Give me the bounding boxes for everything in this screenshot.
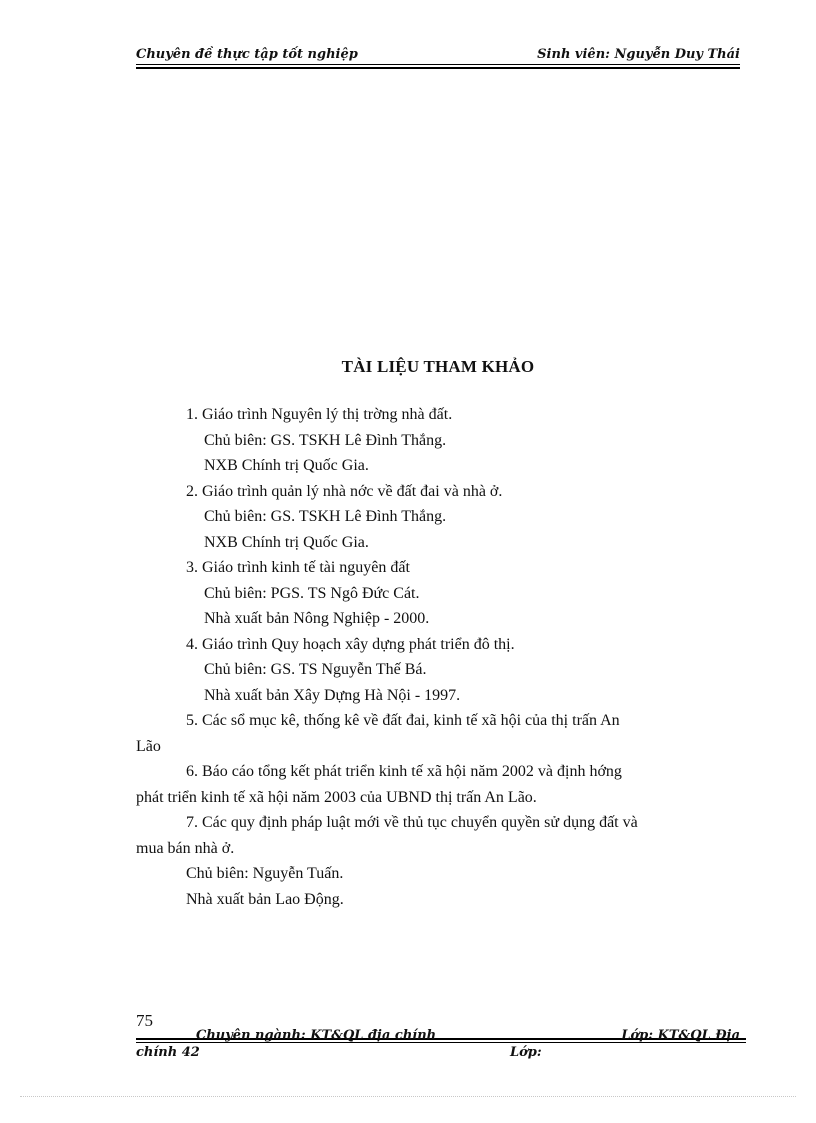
footer-class-text: Lớp: KT&QL Địa — [621, 1028, 740, 1043]
ref-1-publisher: NXB Chính trị Quốc Gia. — [204, 457, 369, 474]
header-right-text: Sinh viên: Nguyễn Duy Thái — [537, 47, 740, 62]
ref-4-publisher: Nhà xuất bản Xây Dựng Hà Nội - 1997. — [204, 686, 461, 704]
ref-4-editor: Chủ biên: GS. TS Nguyễn Thế Bá. — [204, 661, 427, 678]
page-header — [136, 47, 740, 69]
ref-7-editor: Chủ biên: Nguyễn Tuấn. — [186, 865, 344, 882]
ref-5-line1: 5. Các sổ mục kê, thống kê về đất đai, kinh tế xã hội của thị trấn An — [186, 712, 620, 729]
page-title: TÀI LIỆU THAM KHẢO — [341, 357, 535, 376]
ref-6-line1: 6. Báo cáo tổng kết phát triển kinh tế xã hội năm 2002 và định hớng — [186, 763, 622, 780]
header-rule-thick — [136, 67, 740, 69]
ref-4-title: 4. Giáo trình Quy hoạch xây dựng phát triển đô thị. — [186, 635, 515, 653]
ref-7-publisher: Nhà xuất bản Lao Động. — [186, 890, 344, 908]
reference-list — [136, 402, 740, 912]
header-left-text: Chuyên đề thực tập tốt nghiệp — [136, 47, 358, 62]
ref-1-title: 1. Giáo trình Nguyên lý thị trờng nhà đất. — [186, 406, 453, 423]
footer-major-text: Chuyên ngành: KT&QL địa chính — [196, 1028, 437, 1043]
ref-3-title: 3. Giáo trình kinh tế tài nguyên đất — [186, 559, 410, 576]
page-bottom-border — [20, 1096, 796, 1097]
page-number: 75 — [136, 1011, 153, 1030]
page-footer — [136, 1028, 746, 1068]
ref-3-editor: Chủ biên: PGS. TS Ngô Đức Cát. — [204, 584, 420, 602]
ref-3-publisher: Nhà xuất bản Nông Nghiệp - 2000. — [204, 610, 430, 627]
ref-2-publisher: NXB Chính trị Quốc Gia. — [204, 533, 369, 551]
ref-5-line2: Lão — [136, 737, 161, 755]
ref-1-editor: Chủ biên: GS. TSKH Lê Đình Thắng. — [204, 431, 447, 449]
ref-7-line2: mua bán nhà ở. — [136, 839, 235, 857]
ref-7-line1: 7. Các quy định pháp luật mới về thủ tục chuyển quyền sử dụng đất và — [186, 814, 638, 831]
footer-class-continuation: chính 42 — [136, 1045, 200, 1060]
footer-lop-text: Lớp: — [510, 1045, 542, 1060]
header-rule — [136, 64, 740, 65]
ref-6-line2: phát triển kinh tế xã hội năm 2003 của UBND thị trấn An Lão. — [136, 788, 537, 806]
ref-2-title: 2. Giáo trình quản lý nhà nớc về đất đai và nhà ở. — [186, 482, 503, 500]
ref-2-editor: Chủ biên: GS. TSKH Lê Đình Thắng. — [204, 508, 447, 525]
